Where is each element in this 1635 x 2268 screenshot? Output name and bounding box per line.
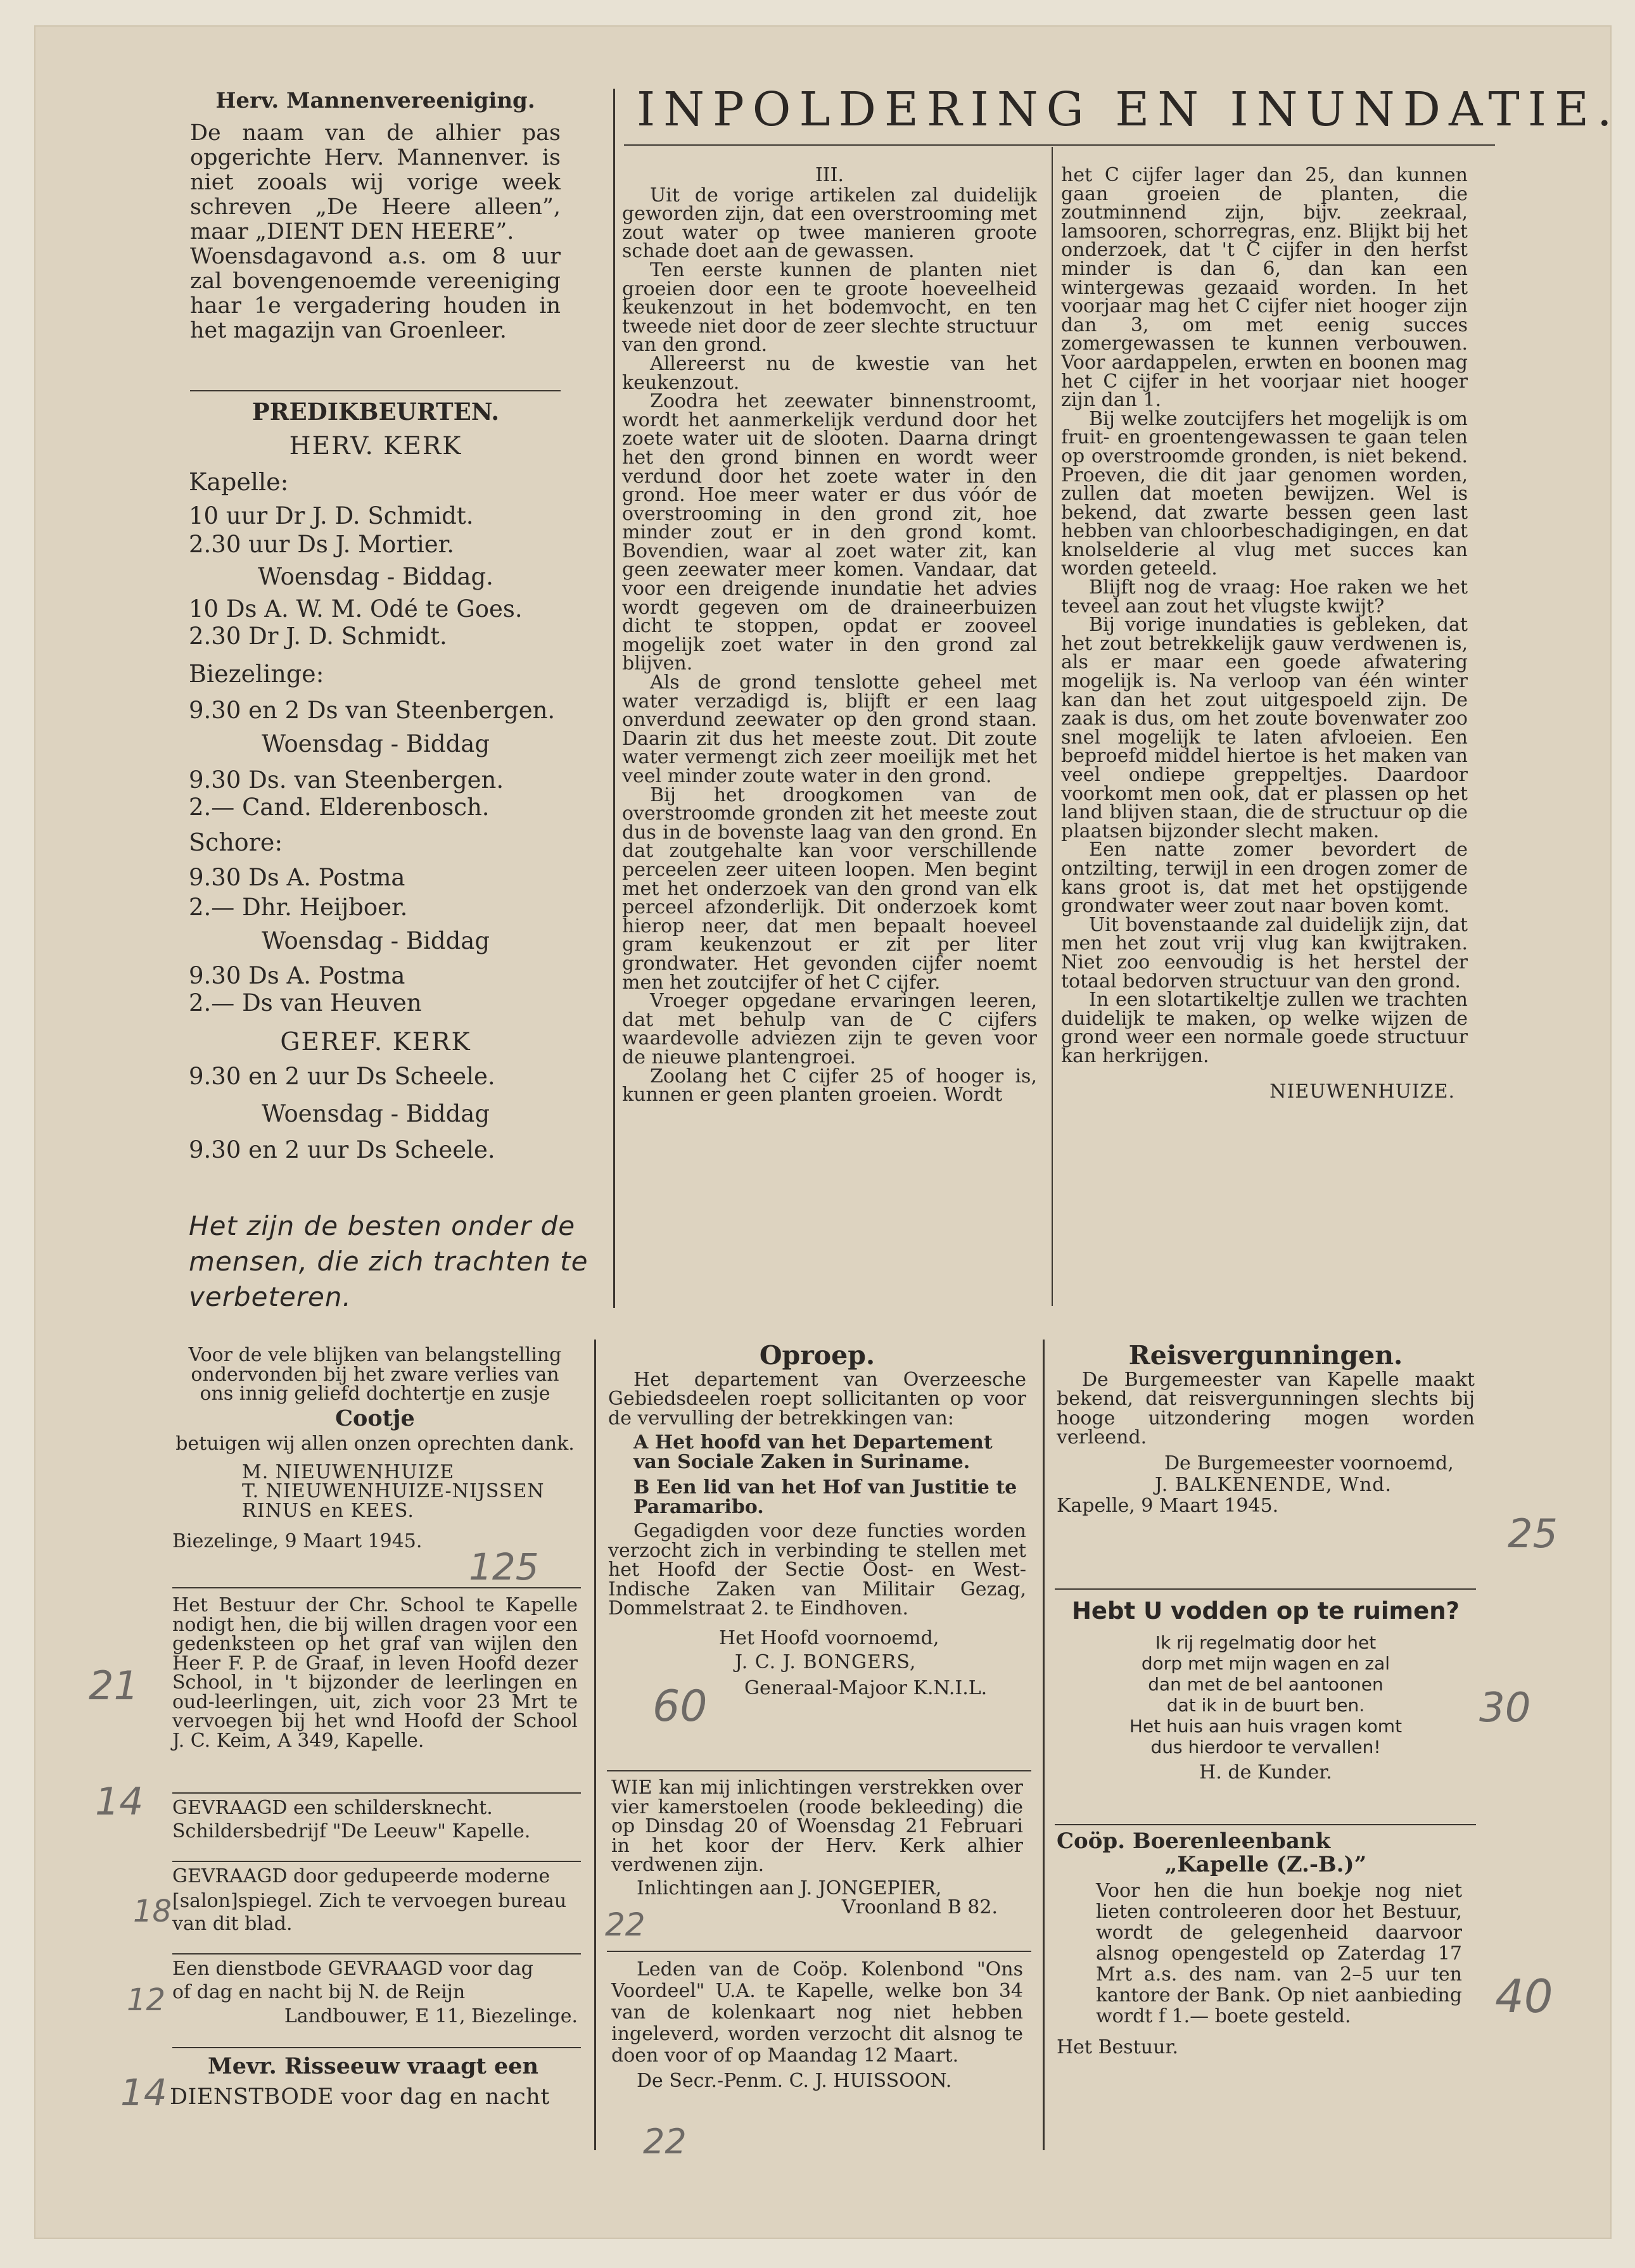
- mannen-text-2: Woensdagavond a.s. om 8 uur zal bovengenoemde vereeniging haar 1e vergadering houden in het magazijn van Groenleer.: [190, 244, 561, 343]
- article-part-number: III.: [815, 164, 844, 186]
- geref-kerk-heading: GEREF. KERK: [280, 1028, 471, 1056]
- school-text: Het Bestuur der Chr. School te Kapelle nodigt hen, die bij willen dragen voor een gedenksteen op het graf van wijlen den Heer F. P. de Graaf, in leven Hoofd dezer School, in 't bijzonder de leerlingen en oud-leerlingen, uit, zich voor 23 Mrt te vervoegen bij het wnd Hoofd der School J. C. Keim, A 349, Kapelle.: [172, 1594, 578, 1752]
- biddag-heading: Woensdag - Biddag: [261, 1100, 490, 1127]
- column-rule: [1043, 1340, 1045, 2150]
- article-title-rule: [624, 144, 1495, 146]
- service-line: 10 uur Dr J. D. Schmidt.: [189, 502, 474, 529]
- biddag-heading: Woensdag - Biddag.: [258, 563, 493, 590]
- vodden-line: dus hierdoor te vervallen!: [1150, 1737, 1381, 1758]
- column-rule: [613, 89, 615, 1308]
- ad-line: Mevr. Risseeuw vraagt een: [208, 2053, 538, 2079]
- service-line: 2.— Dhr. Heijboer.: [189, 894, 408, 921]
- service-line: 9.30 Ds A. Postma: [189, 962, 405, 989]
- article-paragraph: Bij het droogkomen van de overstroomde gronden zit het meeste zout dus in de bovenste laag van den grond. En dat zoutgehalte kan voor verschillende perceelen zeer uiteen loopen. Men begint met het onderzoek van den grond van elk perceel afzonderlijk. Dit onderzoek komt hierop neer, dat men bepaalt hoeveel gram keukenzout er zit per liter grondwater. Het gevonden cijfer noemt men het zoutcijfer of het C cijfer.: [622, 783, 1037, 994]
- vodden-line: dan met de bel aantoonen: [1148, 1674, 1384, 1695]
- article-column-1: [622, 166, 1037, 1105]
- ad-line: Schildersbedrijf "De Leeuw" Kapelle.: [172, 1820, 531, 1842]
- article-paragraph: Uit de vorige artikelen zal duidelijk geworden zijn, dat een overstrooming met zout water op twee manieren groote schade doet aan de gewassen.: [622, 184, 1037, 263]
- article-paragraph: Bij welke zoutcijfers het mogelijk is om fruit- en groentengewassen te gaan telen op overstroomde gronden, is niet bekend. Proeven, die dit jaar genomen worden, zullen dat moeten bewijzen. Wel is bekend, dat zwarte bessen geen last hebben van chloorbeschadigingen, en dat knolselderie al vlug met succes kan worden geteeld.: [1061, 407, 1468, 580]
- pencil-mark: 60: [652, 1682, 708, 1732]
- article-paragraph: Uit bovenstaande zal duidelijk zijn, dat men het zout vrij vlug kan kwijtraken. Niet zoo eenvoudig is het herstel der totaal bedorven structuur van den grond.: [1061, 913, 1468, 992]
- pencil-mark: 12: [127, 1982, 166, 2018]
- article-paragraph: Als de grond tenslotte geheel met water verzadigd is, blijft er een laag onverdund zeewater op den grond staan. Daarin zit dus het meeste zout. Dit zoute water vermengt zich zeer moeilijk met het veel minder zoute water in den grond.: [622, 671, 1037, 787]
- oproep-sign: Het Hoofd voornoemd,: [719, 1626, 939, 1649]
- service-line: 2.30 uur Ds J. Mortier.: [189, 531, 454, 558]
- pencil-mark: 125: [469, 1545, 539, 1588]
- service-line: 2.— Ds van Heuven: [189, 989, 422, 1017]
- vodden-line: dat ik in de buurt ben.: [1166, 1695, 1365, 1716]
- family-name: M. NIEUWENHUIZE: [242, 1460, 455, 1483]
- bank-title: Coöp. Boerenleenbank: [1057, 1828, 1331, 1854]
- bank-sign: Het Bestuur.: [1057, 2036, 1178, 2058]
- pencil-mark: 14: [95, 1780, 144, 1824]
- service-line: 9.30 Ds. van Steenbergen.: [189, 766, 504, 794]
- pencil-mark: 18: [133, 1894, 172, 1929]
- ad-line: Landbouwer, E 11, Biezelinge.: [284, 2005, 578, 2027]
- pencil-mark: 22: [643, 2122, 687, 2162]
- divider: [172, 1792, 581, 1794]
- pencil-mark: 30: [1479, 1685, 1531, 1732]
- article-title: INPOLDERING EN INUNDATIE.: [637, 82, 1620, 137]
- kolen-text: Leden van de Coöp. Kolenbond "Ons Voordeel" U.A. te Kapelle, welke bon 34 van de kolenkaart nog niet hebben ingeleverd, worden verzocht dit alsnog te doen voor of op Maandag 12 Maart.: [611, 1958, 1023, 2067]
- ad-risseeuw: [170, 2053, 588, 2110]
- ad-line: GEVRAAGD een schildersknecht.: [172, 1797, 493, 1819]
- divider: [1055, 1588, 1476, 1590]
- place-kapelle: Kapelle:: [189, 468, 289, 496]
- ad-line: GEVRAAGD door gedupeerde moderne: [172, 1865, 550, 1887]
- handwritten-line: mensen, die zich trachten te: [189, 1246, 588, 1277]
- biddag-heading: Woensdag - Biddag: [261, 730, 490, 757]
- wie-text: WIE kan mij inlichtingen verstrekken over vier kamerstoelen (roode bekleeding) die op Dinsdag 20 of Woensdag 21 Februari in het koor der Herv. Kerk alhier verdwenen zijn.: [611, 1777, 1023, 1876]
- oproep-item-b: B Een lid van het Hof van Justitie te Paramaribo.: [633, 1476, 1017, 1518]
- service-line: 2.— Cand. Elderenbosch.: [189, 794, 490, 821]
- ad-schildersknecht: [172, 1799, 578, 1841]
- article-paragraph: Allereerst nu de kwestie van het keukenzout.: [622, 352, 1037, 394]
- vodden-notice: [1057, 1597, 1475, 1783]
- vodden-line: dorp met mijn wagen en zal: [1141, 1653, 1390, 1674]
- bank-text: Voor hen die hun boekje nog niet lieten controleeren door het Bestuur, wordt de gelegenheid daarvoor alsnog opengesteld op Zaterdag 17 Mrt a.s. des nam. van 2–5 uur ten kantore der Bank. Op niet aanbieding wordt f 1.— boete gesteld.: [1096, 1880, 1462, 2027]
- article-paragraph: Ten eerste kunnen de planten niet groeien door een te groote hoeveelheid keukenzout in het bodemvocht, en ten tweede niet door de zeer slechte structuur van den grond.: [622, 258, 1037, 357]
- wie-notice: [611, 1778, 1023, 1918]
- service-line: 9.30 en 2 uur Ds Scheele.: [189, 1136, 495, 1163]
- reis-text: De Burgemeester van Kapelle maakt bekend, dat reisvergunningen slechts bij hooge uitzondering mogen worden verleend.: [1057, 1368, 1475, 1448]
- handwritten-line: verbeteren.: [189, 1281, 352, 1312]
- bank-title-2: „Kapelle (Z.-B.)”: [1164, 1851, 1367, 1877]
- service-line: 9.30 en 2 uur Ds Scheele.: [189, 1063, 495, 1090]
- reisvergunningen-notice: [1057, 1340, 1475, 1517]
- service-line: 9.30 en 2 Ds van Steenbergen.: [189, 697, 556, 724]
- oproep-text: Het departement van Overzeesche Gebiedsdeelen roept sollicitanten op voor de vervulling der betrekkingen van:: [608, 1368, 1026, 1429]
- vodden-line: Ik rij regelmatig door het: [1155, 1632, 1377, 1653]
- divider: [607, 1770, 1031, 1771]
- oproep-item-a: A Het hoofd van het Departement van Sociale Zaken in Suriname.: [633, 1431, 993, 1473]
- vodden-sign: H. de Kunder.: [1199, 1761, 1332, 1783]
- article-author: NIEUWENHUIZE.: [1269, 1080, 1455, 1103]
- oproep-sign: J. C. J. BONGERS,: [735, 1651, 917, 1673]
- article-column-2: [1061, 166, 1468, 1101]
- vodden-title: Hebt U vodden op te ruimen?: [1071, 1597, 1460, 1625]
- handwritten-motto: [189, 1208, 594, 1315]
- place-schore: Schore:: [189, 828, 283, 856]
- pencil-mark: 22: [605, 1906, 646, 1943]
- ad-spiegel: [172, 1867, 578, 1934]
- pencil-mark: 40: [1495, 1970, 1553, 2023]
- herv-kerk-heading: HERV. KERK: [289, 432, 462, 460]
- divider: [172, 1861, 581, 1862]
- vodden-line: Het huis aan huis vragen komt: [1129, 1716, 1403, 1737]
- reis-sign: J. BALKENENDE, Wnd.: [1155, 1474, 1392, 1496]
- ad-dienstbode: [172, 1960, 578, 2027]
- handwritten-line: Het zijn de besten onder de: [189, 1210, 576, 1241]
- mannen-title: Herv. Mannenvereeniging.: [215, 88, 535, 113]
- wie-info: Inlichtingen aan J. JONGEPIER,: [637, 1877, 942, 1899]
- thanks-text-2: betuigen wij allen onzen oprechten dank.: [175, 1433, 575, 1455]
- divider: [172, 1953, 581, 1954]
- pencil-mark: 14: [120, 2071, 167, 2114]
- family-name: T. NIEUWENHUIZE-NIJSSEN: [242, 1480, 545, 1502]
- family-thanks-notice: [172, 1346, 578, 1552]
- service-line: 9.30 Ds A. Postma: [189, 864, 405, 891]
- oproep-title: Oproep.: [759, 1340, 875, 1371]
- article-paragraph: het C cijfer lager dan 25, dan kunnen gaan groeien de planten, die zoutminnend zijn, bijv. zeekraal, lamsooren, schorregras, enz. Blijkt bij het onderzoek, dat 't C cijfer in den herfst minder is dan 6, dan kan een wintergewas gezaaid worden. In het voorjaar mag het C cijfer niet hooger zijn dan 3, om met eenig succes zomergewassen te kunnen verbouwen. Voor aardappelen, erwten en boonen mag het C cijfer in het voorjaar niet hooger zijn dan 1.: [1061, 164, 1468, 412]
- article-paragraph: Bij vorige inundaties is gebleken, dat het zout betrekkelijk gauw verdwenen is, als er maar een goede afwatering mogelijk is. Na verloop van één winter kan dan het zout uitgespoeld zijn. De zaak is dus, om het zoute bovenwater zoo snel mogelijk te laten afvloeien. Een beproefd middel hiertoe is het maken van veel ondiepe greppeltjes. Daardoor voorkomt men ook, dat er plassen op het land blijven staan, die de structuur op die plaatsen bijzonder slecht maken.: [1061, 614, 1468, 842]
- article-paragraph: Zoolang het C cijfer 25 of hooger is, kunnen er geen planten groeien. Wordt: [622, 1065, 1037, 1106]
- school-notice: [172, 1596, 578, 1751]
- kolen-sign: De Secr.-Penm. C. J. HUISSOON.: [637, 2070, 952, 2092]
- boerenleenbank-notice: [1057, 1828, 1475, 2058]
- thanks-place-date: Biezelinge, 9 Maart 1945.: [172, 1530, 423, 1552]
- family-name: RINUS en KEES.: [242, 1499, 414, 1522]
- ad-line: Een dienstbode GEVRAAGD voor dag: [172, 1958, 533, 1980]
- ad-line: of dag en nacht bij N. de Reijn: [172, 1980, 466, 2003]
- reis-place-date: Kapelle, 9 Maart 1945.: [1057, 1494, 1279, 1517]
- predikbeurten-block: [189, 398, 563, 1163]
- left-top-column: [190, 89, 561, 343]
- oproep-notice: [608, 1340, 1026, 1699]
- column-rule: [1052, 147, 1053, 1306]
- divider: [190, 390, 561, 391]
- thanks-text: Voor de vele blijken van belangstelling ondervonden bij het zware verlies van ons innig geliefd dochtertje en zusje: [188, 1344, 562, 1405]
- oproep-sign: Generaal-Majoor K.N.I.L.: [744, 1676, 988, 1699]
- article-paragraph: Zoodra het zeewater binnenstroomt, wordt het aanmerkelijk verdund door het zoete water uit de slooten. Daarna dringt het den grond binnen en wordt weer verdund door het zoete water in den grond. Hoe meer water er dus vóór de overstrooming in den grond zit, hoe minder zout er in den grond komt. Bovendien, waar al zoet water zit, kan geen zeewater meer komen. Vandaar, dat voor een dreigende inundatie het advies wordt gegeven om de draineerbuizen dicht te stoppen, opdat er zooveel mogelijk zoet water in den grond zal blijven.: [622, 390, 1037, 675]
- article-paragraph: Blijft nog de vraag: Hoe raken we het teveel aan zout het vlugste kwijt?: [1061, 576, 1468, 618]
- wie-address: Vroonland B 82.: [841, 1896, 998, 1918]
- thanks-name: Cootje: [335, 1405, 415, 1431]
- reis-sign: De Burgemeester voornoemd,: [1164, 1452, 1454, 1474]
- pencil-mark: 21: [89, 1663, 139, 1709]
- article-paragraph: Een natte zomer bevordert de ontzilting, terwijl in een drogen zomer de kans groot is, dat met het opstijgende grondwater weer zout naar boven komt.: [1061, 839, 1468, 918]
- pencil-mark: 25: [1508, 1511, 1558, 1557]
- ad-line: DIENSTBODE voor dag en nacht: [170, 2084, 550, 2110]
- article-paragraph: Vroeger opgedane ervaringen leeren, dat met behulp van de C cijfers waardevolle adviezen zijn te geven voor de nieuwe plantengroei.: [622, 990, 1037, 1068]
- biddag-heading: Woensdag - Biddag: [261, 927, 490, 954]
- reis-title: Reisvergunningen.: [1128, 1340, 1403, 1371]
- service-line: 2.30 Dr J. D. Schmidt.: [189, 623, 447, 650]
- divider: [1055, 1824, 1476, 1825]
- kolenbond-notice: [611, 1959, 1023, 2092]
- divider: [172, 2047, 581, 2048]
- service-line: 10 Ds A. W. M. Odé te Goes.: [189, 595, 523, 623]
- column-rule: [594, 1340, 596, 2150]
- ad-line: van dit blad.: [172, 1913, 293, 1935]
- place-biezelinge: Biezelinge:: [189, 660, 324, 688]
- ad-line: [salon]spiegel. Zich te vervoegen bureau: [172, 1889, 567, 1912]
- oproep-text-2: Gegadigden voor deze functies worden verzocht zich in verbinding te stellen met het Hoofd der Sectie Oost- en West-Indische Zaken van Militair Gezag, Dommelstraat 2. te Eindhoven.: [608, 1520, 1026, 1619]
- predikbeurten-title: PREDIKBEURTEN.: [251, 398, 500, 426]
- mannen-text: De naam van de alhier pas opgerichte Herv. Mannenver. is niet zooals wij vorige week schreven „De Heere alleen”, maar „DIENT DEN HEERE”.: [190, 120, 561, 244]
- article-paragraph: In een slotartikeltje zullen we trachten duidelijk te maken, op welke wijzen de grond weer een normale goede structuur kan herkrijgen.: [1061, 989, 1468, 1067]
- divider: [607, 1951, 1031, 1952]
